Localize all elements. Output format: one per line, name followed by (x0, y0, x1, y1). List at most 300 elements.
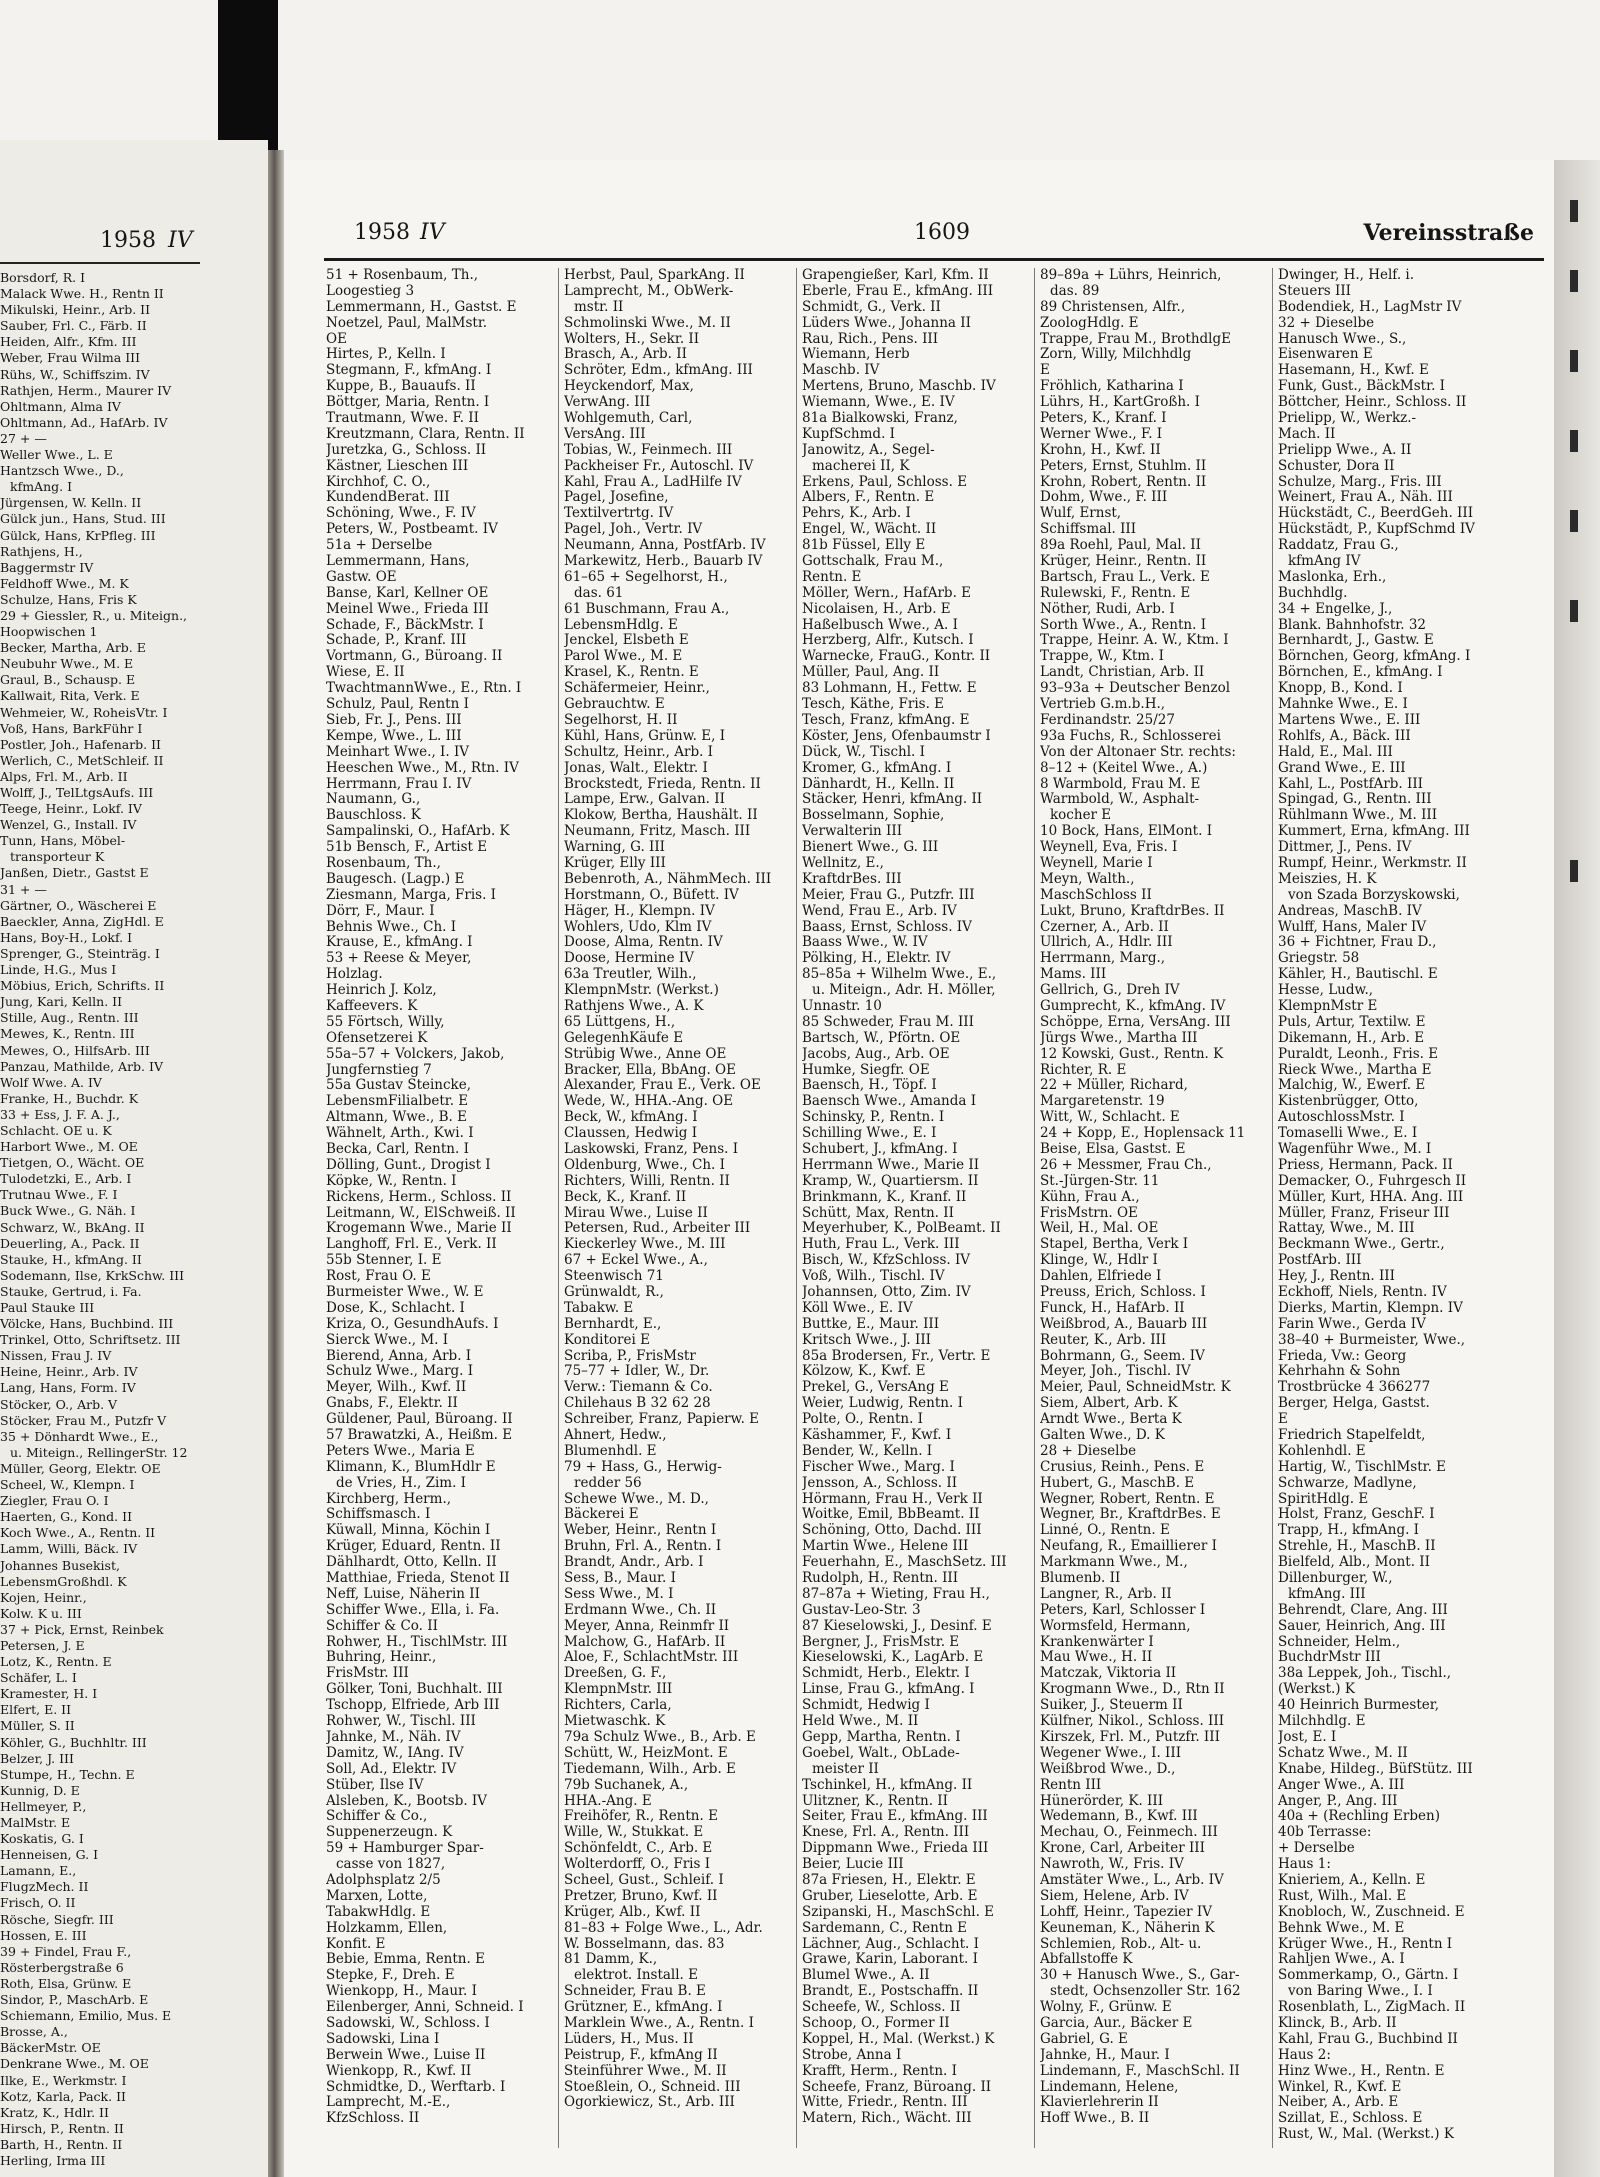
listing-line: Haus 2: (1278, 2047, 1331, 2063)
listing-line: Tschinkel, H., kfmAng. II (802, 1777, 973, 1793)
listing-line: Gärtner, O., Wäscherei E (0, 897, 157, 913)
listing-line: Krüger, Elly III (564, 855, 666, 871)
listing-line: Haerten, G., Kond. II (0, 1509, 133, 1525)
listing-line: Sommerkamp, O., Gärtn. I (1278, 1968, 1459, 1984)
listing-line: Weil, H., Mal. OE (1040, 1221, 1159, 1237)
listing-line: Oldenburg, Wwe., Ch. I (564, 1157, 725, 1173)
listing-line: Weier, Ludwig, Rentn. I (802, 1396, 963, 1412)
listing-line: Müller, Paul, Ang. II (802, 665, 940, 681)
listing-line: FrisMstrn. OE (1040, 1205, 1138, 1221)
listing-line: Laskowski, Franz, Pens. I (564, 1141, 739, 1157)
listing-line: Richter, R. E (1040, 1062, 1127, 1078)
listing-line: Gumprecht, K., kfmAng. IV (1040, 998, 1226, 1014)
listing-line: 51b Bensch, F., Artist E (326, 840, 488, 856)
listing-line: Siem, Albert, Arb. K (1040, 1396, 1178, 1412)
listing-line: Verw.: Tiemann & Co. (564, 1380, 713, 1396)
listing-line: Meyer, Wilh., Kwf. II (326, 1380, 467, 1396)
listing-line: Scheel, W., Klempn. I (0, 1477, 135, 1493)
listing-line: Schulz Wwe., Marg. I (326, 1364, 474, 1380)
listing-line: Teege, Heinr., Lokf. IV (0, 801, 142, 817)
listing-line: Sess, B., Maur. I (564, 1571, 676, 1587)
listing-line: Schmidt, Herb., Elektr. I (802, 1666, 970, 1682)
listing-line: Peters, K., Kranf. I (1040, 411, 1167, 427)
listing-line: Schreiber, Franz, Papierw. E (564, 1412, 760, 1428)
listing-line: Bauschloss. K (326, 808, 421, 824)
listing-line: Jürgs Wwe., Martha III (1040, 1030, 1198, 1046)
listing-line: Matczak, Viktoria II (1040, 1666, 1177, 1682)
listing-line: Friedrich Stapelfeldt, (1278, 1428, 1426, 1444)
listing-line: Meyer, Joh., Tischl. IV (1040, 1364, 1191, 1380)
listing-line: Bisch, W., KfzSchloss. IV (802, 1253, 971, 1269)
listing-line: LebensmFilialbetr. E (326, 1094, 469, 1110)
listing-line: Rathjens Wwe., A. K (564, 998, 704, 1014)
listing-line: Sodemann, Ilse, KrkSchw. III (0, 1267, 185, 1283)
listing-line: Brinkmann, K., Kranf. II (802, 1189, 967, 1205)
listing-line: Hoopwischen 1 (0, 624, 98, 640)
listing-line: Martens Wwe., E. III (1278, 712, 1421, 728)
listing-line: Schulze, Hans, Fris K (0, 591, 137, 607)
header-year-block (354, 220, 445, 245)
listing-line: Bebie, Emma, Rentn. E (326, 1952, 485, 1968)
listing-line: TabakwHdlg. E (326, 1904, 431, 1920)
listing-line: Margaretenstr. 19 (1040, 1094, 1165, 1110)
street-name: Vereinsstraße (1363, 220, 1534, 246)
listing-line: Steuers III (1278, 283, 1352, 299)
listing-line: Tomaselli Wwe., E. I (1278, 1126, 1418, 1142)
listing-line: Völcke, Hans, Buchbind. III (0, 1316, 174, 1332)
listing-line: Krohn, H., Kwf. II (1040, 442, 1161, 458)
listing-line: Wienkopp, H., Maur. I (326, 1984, 477, 2000)
listing-line: Sauber, Frl. C., Färb. II (0, 318, 147, 334)
listing-line: Becker, Martha, Arb. E (0, 640, 146, 656)
listing-line: Lindemann, Helene, (1040, 2079, 1179, 2095)
listing-line: Rentn. E (802, 569, 862, 585)
listing-line: Mach. II (1278, 426, 1336, 442)
listing-line: Alsleben, K., Bootsb. IV (326, 1793, 488, 1809)
listing-line: Mewes, K., Rentn. III (0, 1026, 135, 1042)
listing-line: Rösche, Siegfr. III (0, 1911, 114, 1927)
header-volume: IV (420, 220, 445, 245)
listing-line: Dose, K., Schlacht. I (326, 1300, 465, 1316)
listing-line: Kolw. K u. III (0, 1605, 82, 1621)
listing-line: 55 Förtsch, Willy, (326, 1014, 445, 1030)
listing-line: Kallwait, Rita, Verk. E (0, 688, 140, 704)
listing-line: Claussen, Hedwig I (564, 1126, 698, 1142)
listing-line: Schmidt, Hedwig I (802, 1698, 930, 1714)
listing-line: Mahnke Wwe., E. I (1278, 697, 1408, 713)
listing-line: Malack Wwe. H., Rentn II (0, 286, 164, 302)
listing-line: Müller, Kurt, HHA. Ang. III (1278, 1189, 1464, 1205)
listing-line: Raddatz, Frau G., (1278, 538, 1399, 554)
listing-line: stedt, Ochsenzoller Str. 162 (1050, 1984, 1241, 2000)
listing-line: Müller, S. II (0, 1718, 75, 1734)
listing-line: Baeckler, Anna, ZigHdl. E (0, 913, 164, 929)
listing-line: Aloe, F., SchlachtMstr. III (564, 1650, 739, 1666)
listing-line: Klinge, W., Hdlr I (1040, 1253, 1158, 1269)
listing-line: Wiemann, Herb (802, 347, 910, 363)
listing-line: Neubuhr Wwe., M. E (0, 656, 134, 672)
listing-line: Baggermstr IV (0, 559, 94, 575)
listing-line: Linse, Frau G., kfmAng. I (802, 1682, 975, 1698)
listing-line: Szillat, E., Schloss. E (1278, 2111, 1423, 2127)
listing-line: Schneider, Frau B. E (564, 1984, 706, 2000)
listing-line: KupfSchmd. I (802, 426, 895, 442)
left-header-volume: IV (168, 228, 193, 253)
listing-line: Werner Wwe., F. I (1040, 426, 1163, 442)
listing-line: Dohm, Wwe., F. III (1040, 490, 1168, 506)
listing-line: Stumpe, H., Techn. E (0, 1766, 135, 1782)
listing-line: Kaffeevers. K (326, 998, 418, 1014)
listing-line: Vertrieb G.m.b.H., (1040, 697, 1166, 713)
listing-line: Wolff, J., TelLtgsAufs. III (0, 785, 154, 800)
listing-line: Crusius, Reinh., Pens. E (1040, 1459, 1205, 1475)
listing-line: Panzau, Mathilde, Arb. IV (0, 1058, 163, 1074)
listing-line: Wiemann, Wwe., E. IV (802, 395, 955, 411)
listing-line: Koch Wwe., A., Rentn. II (0, 1525, 156, 1541)
listing-line: Wolny, F., Grünw. E (1040, 2000, 1172, 2016)
listing-line: Hossen, E. III (0, 1927, 87, 1943)
listing-line: Schlacht. OE u. K (0, 1122, 112, 1138)
listing-line: Prielipp Wwe., A. II (1278, 442, 1412, 458)
listing-line: Farin Wwe., Gerda IV (1278, 1316, 1426, 1332)
listing-line: Lampe, Erw., Galvan. II (564, 792, 725, 808)
listing-line: Kirchberg, Herm., (326, 1491, 452, 1507)
listing-line: Rosenblath, L., ZigMach. II (1278, 2000, 1466, 2016)
listing-line: Beise, Elsa, Gastst. E (1040, 1141, 1186, 1157)
listing-line: Rumpf, Heinr., Werkmstr. II (1278, 855, 1467, 871)
listing-line: Langner, R., Arb. II (1040, 1586, 1172, 1602)
listing-line: FrisMstr. III (326, 1666, 409, 1682)
listing-line: Malchig, W., Ewerf. E (1278, 1078, 1426, 1094)
listing-line: Bienert Wwe., G. III (802, 840, 939, 856)
edge-mark (1570, 510, 1578, 532)
header-year: 1958 (354, 220, 410, 245)
listing-line: Hinz Wwe., H., Rentn. E (1278, 2063, 1445, 2079)
listing-line: Rosenbaum, Th., (326, 855, 441, 871)
listing-line: Rohwer, H., TischlMstr. III (326, 1634, 508, 1650)
listing-column-4 (1040, 268, 1266, 2127)
listing-line: kfmAng. III (1288, 1586, 1366, 1602)
listing-line: Grand Wwe., E. III (1278, 760, 1406, 776)
listing-line: Krasel, K., Rentn. E (564, 665, 699, 681)
listing-line: Schulz, Paul, Rentn I (326, 697, 469, 713)
listing-line: Erdmann Wwe., Ch. II (564, 1602, 717, 1618)
listing-line: Schewe Wwe., M. D., (564, 1491, 709, 1507)
listing-line: 87 Kieselowski, J., Desinf. E (802, 1618, 992, 1634)
listing-line: Böttcher, Heinr., Schloss. II (1278, 395, 1467, 411)
listing-line: Köster, Jens, Ofenbaumstr I (802, 728, 991, 744)
listing-line: 8–12 + (Keitel Wwe., A.) (1040, 760, 1208, 776)
listing-line: Wagenführ Wwe., M. I (1278, 1141, 1432, 1157)
listing-line: Juretzka, G., Schloss. II (326, 442, 487, 458)
listing-line: 81a Bialkowski, Franz, (802, 411, 958, 427)
listing-line: KfzSchloss. II (326, 2111, 420, 2127)
listing-line: Hesse, Ludw., (1278, 983, 1374, 999)
listing-line: Dölling, Gunt., Drogist I (326, 1157, 491, 1173)
listing-line: Häger, H., Klempn. IV (564, 903, 715, 919)
listing-line: Tiedemann, Wilh., Arb. E (564, 1761, 736, 1777)
listing-line: Gastw. OE (326, 569, 397, 585)
listing-line: Köll Wwe., E. IV (802, 1300, 913, 1316)
listing-line: Scheefe, W., Schloss. II (802, 2000, 961, 2016)
listing-line: Köhler, G., Buchhltr. III (0, 1734, 147, 1750)
listing-line: Güldener, Paul, Büroang. II (326, 1412, 513, 1428)
listing-line: KlempnMstr E (1278, 998, 1378, 1014)
listing-line: Blank. Bahnhofstr. 32 (1278, 617, 1427, 633)
listing-line: Brandt, E., Postschaffn. II (802, 1984, 979, 2000)
listing-line: Wolf Wwe. A. IV (0, 1074, 102, 1090)
listing-line: Packheiser Fr., Autoschl. IV (564, 458, 754, 474)
listing-line: Landt, Christian, Arb. II (1040, 665, 1205, 681)
column-separator (1034, 268, 1035, 2148)
listing-line: Barth, H., Rentn. II (0, 2136, 123, 2152)
listing-line: 85–85a + Wilhelm Wwe., E., (802, 967, 997, 983)
listing-line: Krüger, Heinr., Rentn. II (1040, 554, 1207, 570)
listing-line: Lemmermann, H., Gastst. E (326, 299, 517, 315)
listing-line: Jacobs, Aug., Arb. OE (802, 1046, 950, 1062)
right-page-edge (1554, 160, 1600, 2177)
listing-line: 31 + — (0, 881, 47, 897)
listing-line: Verwalterin III (802, 824, 903, 840)
listing-line: Dreeßen, G. F., (564, 1666, 667, 1682)
listing-line: Bartsch, W., Pförtn. OE (802, 1030, 961, 1046)
listing-line: Peistrup, F., kfmAng II (564, 2047, 718, 2063)
listing-line: Müller, Franz, Friseur III (1278, 1205, 1450, 1221)
listing-line: Lüders, H., Mus. II (564, 2031, 694, 2047)
listing-line: Suppenerzeugn. K (326, 1825, 453, 1841)
listing-line: Adolphsplatz 2/5 (326, 1872, 441, 1888)
listing-line: Ullrich, A., Hdlr. III (1040, 935, 1173, 951)
listing-line: Hirtes, P., Kelln. I (326, 347, 446, 363)
listing-line: Strobe, Anna I (802, 2047, 902, 2063)
listing-line: 24 + Kopp, E., Hoplensack 11 (1040, 1126, 1246, 1142)
listing-line: Weynell, Eva, Fris. I (1040, 840, 1178, 856)
listing-line: Blumenhdl. E (564, 1443, 657, 1459)
listing-line: 53 + Reese & Meyer, (326, 951, 472, 967)
left-page-header (100, 228, 268, 253)
listing-line: Preuss, Erich, Schloss. I (1040, 1285, 1206, 1300)
listing-line: Richters, Carla, (564, 1698, 672, 1714)
listing-line: MaschSchloss II (1040, 887, 1152, 903)
listing-line: Schubert, J., kfmAng. I (802, 1141, 958, 1157)
listing-line: Trappe, Heinr. A. W., Ktm. I (1040, 633, 1229, 649)
listing-column-2 (564, 268, 790, 2111)
listing-line: E (1278, 1412, 1288, 1428)
listing-line: Bierend, Anna, Arb. I (326, 1348, 472, 1364)
listing-line: Sadowski, W., Schloss. I (326, 2015, 490, 2031)
listing-line: Behrendt, Clare, Ang. III (1278, 1602, 1448, 1618)
listing-line: PostfArb. III (1278, 1253, 1362, 1269)
listing-line: Haus 1: (1278, 1857, 1331, 1873)
listing-line: Dählhardt, Otto, Kelln. II (326, 1555, 497, 1571)
listing-line: 34 + Engelke, J., (1278, 601, 1393, 617)
listing-line: Belzer, J. III (0, 1750, 74, 1766)
listing-line: Linné, O., Rentn. E (1040, 1523, 1170, 1539)
listing-line: Kriza, O., GesundhAufs. I (326, 1316, 499, 1332)
listing-line: Börnchen, E., kfmAng. I (1278, 665, 1443, 681)
listing-line: Rohwer, W., Tischl. III (326, 1714, 476, 1730)
listing-line: Kirszek, Frl. M., Putzfr. III (1040, 1729, 1220, 1745)
listing-line: Blumenb. II (1040, 1571, 1121, 1587)
listing-line: Dittmer, J., Pens. IV (1278, 840, 1412, 856)
listing-line: Gabriel, G. E (1040, 2031, 1128, 2047)
listing-line: Bartsch, Frau L., Verk. E (1040, 569, 1210, 585)
listing-line: Trutnau Wwe., F. I (0, 1187, 118, 1203)
scan-dark-edge (218, 0, 278, 152)
listing-line: Steenwisch 71 (564, 1269, 664, 1285)
listing-line: Ziesmann, Marga, Fris. I (326, 887, 497, 903)
listing-line: Krafft, Herm., Rentn. I (802, 2063, 957, 2079)
listing-line: Richters, Willi, Rentn. II (564, 1173, 730, 1189)
listing-line: Kummert, Erna, kfmAng. III (1278, 824, 1470, 840)
listing-line: Schöning, Wwe., F. IV (326, 506, 476, 522)
listing-line: Kotz, Karla, Pack. II (0, 2088, 126, 2104)
listing-line: Stille, Aug., Rentn. III (0, 1010, 139, 1026)
listing-line: Krüger Wwe., H., Rentn I (1278, 1936, 1453, 1952)
listing-line: Wede, W., HHA.-Ang. OE (564, 1094, 734, 1110)
listing-line: Wegner, Robert, Rentn. E (1040, 1491, 1215, 1507)
listing-line: Damitz, W., IAng. IV (326, 1745, 464, 1761)
listing-line: Meyer, Anna, Reinmfr II (564, 1618, 730, 1634)
listing-line: 55b Stenner, I. E (326, 1253, 442, 1269)
listing-line: Baass Wwe., W. IV (802, 935, 928, 951)
listing-line: Milchhdlg. E (1278, 1714, 1366, 1730)
listing-line: Kreutzmann, Clara, Rentn. II (326, 426, 525, 442)
listing-line: Segelhorst, H. II (564, 712, 678, 728)
listing-line: Jahnke, H., Maur. I (1040, 2047, 1170, 2063)
listing-line: Gülck jun., Hans, Stud. III (0, 511, 166, 527)
listing-line: Schlemien, Rob., Alt- u. (1040, 1936, 1202, 1952)
listing-line: das. 89 (1050, 283, 1100, 299)
edge-mark (1570, 350, 1578, 372)
listing-line: Ferdinandstr. 25/27 (1040, 712, 1175, 728)
edge-mark (1570, 200, 1578, 222)
listing-line: Schiemann, Emilio, Mus. E (0, 2008, 172, 2024)
listing-line: Hoff Wwe., B. II (1040, 2111, 1150, 2127)
listing-line: Schoop, O., Former II (802, 2015, 950, 2031)
listing-line: KundendBerat. III (326, 490, 450, 506)
listing-line: SpiritHdlg. E (1278, 1491, 1369, 1507)
listing-line: Ohltmann, Ad., HafArb. IV (0, 414, 168, 430)
listing-line: Dörr, F., Maur. I (326, 903, 435, 919)
listing-line: Nöther, Rudi, Arb. I (1040, 601, 1175, 617)
listing-line: Engel, W., Wächt. II (802, 522, 937, 538)
listing-line: Bender, W., Kelln. I (802, 1443, 933, 1459)
listing-line: Lotz, K., Rentn. E (0, 1654, 112, 1670)
listing-line: Reuter, K., Arb. III (1040, 1332, 1167, 1348)
listing-line: OE (326, 331, 347, 347)
listing-line: Jonas, Walt., Elektr. I (564, 760, 708, 776)
listing-line: Humke, Siegfr. OE (802, 1062, 930, 1078)
listing-line: Tabakw. E (564, 1300, 634, 1316)
listing-line: Gruber, Lieselotte, Arb. E (802, 1888, 978, 1904)
listing-line: Wegener Wwe., I. III (1040, 1745, 1182, 1761)
listing-line: Stepke, F., Dreh. E (326, 1968, 455, 1984)
listing-line: Matthiae, Frieda, Stenot II (326, 1571, 510, 1587)
listing-line: Huth, Frau L., Verk. III (802, 1237, 960, 1253)
listing-line: Marxen, Lotte, (326, 1888, 428, 1904)
listing-line: kfmAng. I (10, 479, 73, 495)
listing-line: (Werkst.) K (1278, 1682, 1355, 1698)
listing-line: Schiffsmasch. I (326, 1507, 431, 1523)
listing-line: KlempnMstr. (Werkst.) (564, 983, 719, 999)
listing-line: Dillenburger, W., (1278, 1571, 1393, 1587)
listing-line: Berwein Wwe., Luise II (326, 2047, 486, 2063)
listing-line: Sierck Wwe., M. I (326, 1332, 449, 1348)
listing-line: Warmbold, W., Asphalt- (1040, 792, 1200, 808)
listing-line: Schwarze, Madlyne, (1278, 1475, 1417, 1491)
listing-line: Sindor, P., MaschArb. E (0, 1992, 149, 2008)
listing-line: Krone, Carl, Arbeiter III (1040, 1841, 1205, 1857)
listing-line: 40a + (Rechling Erben) (1278, 1809, 1440, 1825)
listing-line: Funk, Gust., BäckMstr. I (1278, 379, 1445, 395)
column-separator (1272, 268, 1273, 2148)
listing-line: 28 + Dieselbe (1040, 1443, 1137, 1459)
listing-line: 29 + Giessler, R., u. Miteign., (0, 607, 188, 623)
listing-line: Kahl, Frau A., LadHilfe IV (564, 474, 742, 490)
listing-line: Beck, W., kfmAng. I (564, 1110, 698, 1126)
listing-line: Kühn, Frau A., (1040, 1189, 1140, 1205)
listing-line: 81–83 + Folge Wwe., L., Adr. (564, 1920, 763, 1936)
listing-line: 22 + Müller, Richard, (1040, 1078, 1188, 1094)
listing-line: Hans, Boy-H., Lokf. I (0, 929, 133, 945)
listing-line: Kojen, Heinr., (0, 1589, 87, 1605)
listing-line: Weller Wwe., L. E (0, 447, 113, 463)
listing-line: Dahlen, Elfriede I (1040, 1269, 1162, 1285)
listing-line: Ziegler, Frau O. I (0, 1493, 109, 1509)
listing-line: Koskatis, G. I (0, 1831, 84, 1847)
listing-line: Alexander, Frau E., Verk. OE (564, 1078, 761, 1094)
listing-line: 93a Fuchs, R., Schlosserei (1040, 728, 1221, 744)
listing-line: mstr. II (574, 299, 624, 315)
listing-line: meister II (812, 1761, 879, 1777)
listing-line: Ohltmann, Alma IV (0, 398, 121, 414)
listing-line: Kölzow, K., Kwf. E (802, 1364, 926, 1380)
listing-line: Tunn, Hans, Möbel- (0, 833, 126, 849)
listing-line: Meiszies, H. K (1278, 871, 1377, 887)
header-rule (324, 258, 1544, 261)
listing-line: Wedemann, B., Kwf. III (1040, 1809, 1198, 1825)
listing-line: Peters, Ernst, Stuhlm. II (1040, 458, 1207, 474)
listing-line: Lamm, Willi, Bäck. IV (0, 1541, 138, 1557)
listing-line: Jensson, A., Schloss. II (802, 1475, 958, 1491)
listing-line: Doose, Alma, Rentn. IV (564, 935, 723, 951)
listing-line: Schiffer Wwe., Ella, i. Fa. (326, 1602, 500, 1618)
listing-line: Kehrhahn & Sohn (1278, 1364, 1401, 1380)
listing-line: Rentn III (1040, 1777, 1102, 1793)
listing-line: Schulze, Marg., Fris. III (1278, 474, 1442, 490)
listing-line: Weber, Frau Wilma III (0, 350, 141, 366)
listing-line: Börnchen, Georg, kfmAng. I (1278, 649, 1471, 665)
listing-line: Tobias, W., Feinmech. III (564, 442, 733, 458)
listing-line: Wehmeier, W., RoheisVtr. I (0, 704, 168, 720)
listing-line: Jung, Kari, Kelln. II (0, 994, 123, 1010)
listing-line: Kirchhof, C. O., (326, 474, 431, 490)
listing-line: Klimann, K., BlumHdlr E (326, 1459, 496, 1475)
listing-line: Stauke, H., kfmAng. II (0, 1251, 142, 1267)
listing-line: Petersen, J. E (0, 1637, 85, 1653)
listing-line: Gebrauchtw. E (564, 697, 665, 713)
listing-line: Mikulski, Heinr., Arb. II (0, 302, 151, 318)
listing-line: Weißbrod Wwe., D., (1040, 1761, 1176, 1777)
listing-line: Rahljen Wwe., A. I (1278, 1952, 1405, 1968)
listing-line: Lamprecht, M.-E., (326, 2095, 451, 2111)
listing-line: Pagel, Josefine, (564, 490, 669, 506)
listing-line: Heyckendorf, Max, (564, 379, 694, 395)
listing-line: Graul, B., Schausp. E (0, 672, 136, 688)
listing-line: 51 + Rosenbaum, Th., (326, 268, 479, 283)
listing-line: Hasemann, H., Kwf. E (1278, 363, 1429, 379)
